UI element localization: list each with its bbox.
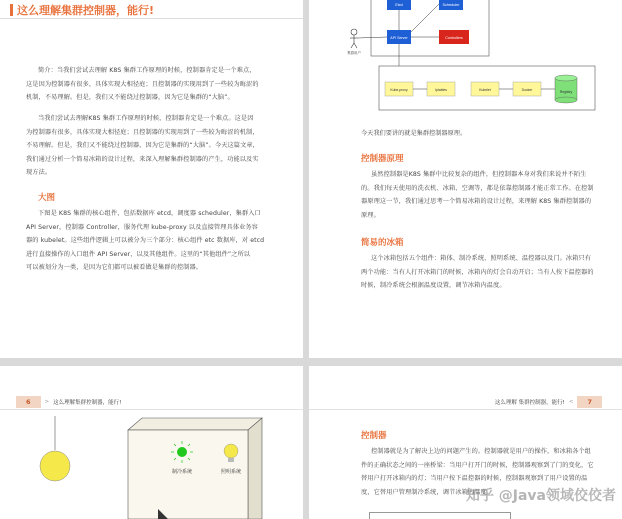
lighting-bulb-icon — [224, 444, 238, 458]
user-icon-leg-right — [354, 43, 357, 48]
intro-paragraph-1: 简介：当我们尝试去理解 K8S 集群工作原理的时候，控制器肯定是一个难点， 这是因为控制器有很多，具体实现大相径庭；且控制器的实现用到了一些较为晦涩的 机制，不易理解。但是，我们又不能绕过控制器，因为它是集群的“大脑”。 — [26, 67, 259, 101]
chapter-title-bar — [10, 4, 13, 16]
running-header-left — [0, 396, 303, 408]
section-body-controller: 控制器就是为了解决上边的问题产生的。控制器就是用户的操作，和冰箱各个组 件的正确状态之间的一座桥梁：当用户打开门的时候，控制器观察到了门的变化，它 替用户打开冰箱内的灯；当用户按下温控器的时候，控制器观察到了用户设置的温 度，它替用户管理制冷系统，调节冰箱内温度。 — [361, 448, 594, 496]
title-rule — [0, 18, 303, 19]
running-header-text: 这么理解集群控制器，能行! — [53, 400, 122, 406]
scheduler-label: Scheduler — [442, 3, 460, 7]
cooling-system-icon — [177, 447, 187, 457]
running-header-text: 这么理解 集群控制器，能行! — [494, 400, 565, 406]
page-number: 7 — [577, 396, 602, 408]
k8s-architecture-diagram — [309, 0, 622, 118]
header-separator: < — [568, 399, 574, 405]
next-figure-frame — [369, 512, 511, 519]
docker-label: Docker — [521, 88, 533, 92]
page-top-left — [0, 0, 303, 358]
fridge-side-face — [248, 418, 262, 519]
page-bottom-right — [309, 366, 622, 519]
section-body-big-picture: 下图是 K8S 集群的核心组件，包括数据库 etcd，调度器 scheduler，集群入口 API Server，控制器 Controller，服务代理 kube-proxy 以及直接管理具体业务容 器的 kubelet。这些组件逻辑上可以被分为三个部分：核心组件 etc 数据库，对 etcd 进行直接操作的入口组件 API Server，以及其他组件。这里的“其他组件”之所以 可以被划分为一类，是因为它们都可以被看做是集群的控制器。 — [26, 210, 265, 271]
page-bottom-left — [0, 366, 303, 519]
intro-paragraph-2: 当我们尝试去理解K8S 集群工作原理的时候，控制器肯定是一个难点。这是因 为控制器有很多，具体实现大相径庭；且控制器的实现用到了一些较为晦涩的机制， 不易理解。但是，我们又不能绕过控制器，因为它是集群的“大脑”。今天这篇文章， 我们通过分析一个简易冰箱的设计过程，来深入理解集群控制器的产生，功能以及实 现方法。 — [26, 115, 259, 176]
watermark: 知乎 @Java领域佼佼者 — [465, 488, 616, 504]
iptables-label: Iptables — [435, 88, 447, 92]
registry-cylinder-top — [555, 75, 577, 81]
kube-proxy-label: Kube-proxy — [390, 88, 408, 92]
section-body-controller-principle: 虽然控制器是K8S 集群中比较复杂的组件，但控制器本身对我们来说并不陌生 的。我们每天使用的洗衣机、冰箱、空调等，都是依靠控制器才能正常工作。在控制 器原理这一节，我们通过思考一个简易冰箱的设计过程，来理解 K8S 集群控制器的 原理。 — [361, 171, 594, 219]
section-title-simple-fridge: 简易的冰箱 — [361, 238, 404, 248]
section-title-controller-principle: 控制器原理 — [361, 154, 404, 164]
running-header-right — [309, 396, 622, 408]
kubelet-label: Kubelet — [479, 88, 491, 92]
header-rule — [309, 409, 622, 410]
lighting-bulb-base — [228, 458, 234, 462]
fridge-illustration — [0, 416, 303, 519]
diagram-caption: 今天我们要讲的就是集群控制器原理。 — [361, 130, 467, 137]
page-number: 6 — [16, 396, 41, 408]
controllers-label: Controllers — [445, 36, 463, 40]
header-rule — [0, 409, 303, 410]
section-body-simple-fridge: 这个冰箱包括五个组件：箱体、制冷系统、照明系统、温控器以及门。冰箱只有 两个功能：当有人打开冰箱门的时候，冰箱内的灯会自动开启；当有人按下温控器的 时候，制冷系统会根据温度设置，调节冰箱内温度。 — [361, 255, 594, 289]
light-bulb-icon — [40, 451, 70, 481]
registry-cylinder-bottom — [555, 97, 577, 103]
api-server-label: API Server — [390, 36, 408, 40]
registry-label: Registry — [559, 90, 573, 94]
cooling-system-label: 制冷系统 — [171, 469, 193, 475]
chapter-title — [10, 2, 154, 18]
section-title-big-picture: 大图 — [38, 193, 56, 203]
user-icon-leg-left — [351, 43, 354, 48]
user-label: 集群用户 — [347, 51, 361, 55]
fridge-top-face — [128, 418, 262, 430]
etcd-label: Etcd — [395, 3, 403, 7]
user-icon-head — [351, 29, 357, 35]
section-title-controller: 控制器 — [361, 431, 387, 441]
header-separator: > — [44, 399, 50, 405]
lighting-system-label: 照明系统 — [220, 469, 242, 475]
page-top-right — [309, 0, 622, 358]
registry-cylinder-body — [555, 78, 577, 100]
chapter-title-text: 这么理解集群控制器，能行! — [17, 4, 155, 17]
